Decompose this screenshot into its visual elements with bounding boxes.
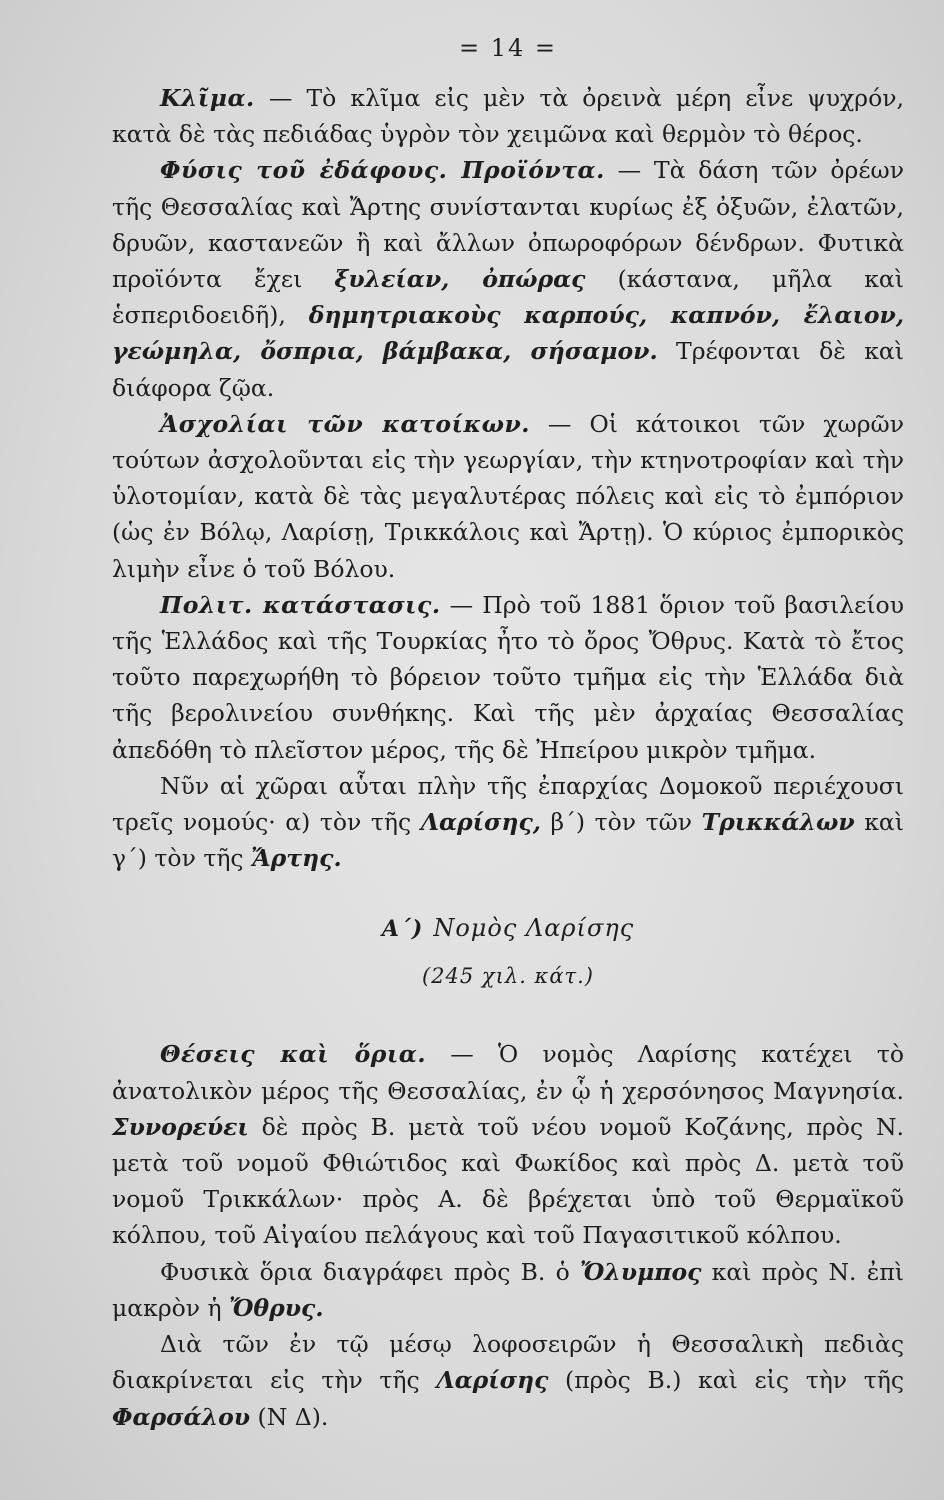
paragraph-klima	[112, 80, 904, 152]
emphasis-larisis: Λαρίσης,	[420, 808, 541, 837]
text-theseis-1: Ὁ νομὸς Λαρίσης κατέχει τὸ ἀνατολικὸν μέρος τῆς Θεσσαλίας, ἐν ᾧ ἡ χερσόνησος Μαγνησία.	[112, 1040, 904, 1105]
dash: —	[254, 84, 307, 112]
text-oria-1: Φυσικὰ ὅρια διαγράφει πρὸς Β. ὁ	[160, 1257, 580, 1286]
text-nomoi-1: Νῦν αἱ χῶραι αὗται πλὴν τῆς ἐπαρχίας Δομοκοῦ περιέχουσι τρεῖς νομούς· α) τὸν τῆς	[112, 771, 904, 837]
paragraph-fysis	[112, 152, 904, 405]
text-lofoseira-2: (πρὸς Β.) καὶ εἰς τὴν τῆς	[548, 1366, 904, 1395]
paragraph-theseis	[112, 1036, 904, 1253]
text-fysis-1: Τὰ δάση τῶν ὀρέων τῆς Θεσσαλίας καὶ Ἄρτης συνίστανται κυρίως ἐξ ὀξυῶν, ἐλατῶν, δρυῶν, καστανεῶν ἢ καὶ ἄλλων ὀπωροφόρων δένδρων. Φυτικὰ προϊόντα ἔχει	[112, 156, 904, 294]
heading-theseis: Θέσεις καὶ ὅρια.	[160, 1040, 427, 1069]
heading-fysis: Φύσις τοῦ ἐδάφους. Προϊόντα.	[160, 156, 605, 185]
text-lofoseira-3: (Ν Δ).	[250, 1402, 329, 1431]
emphasis-farsalou: Φαρσάλου	[112, 1402, 251, 1431]
text-polit: Πρὸ τοῦ 1881 ὅριον τοῦ βασιλείου τῆς Ἑλλάδος καὶ τῆς Τουρκίας ἦτο τὸ ὄρος Ὄθρυς. Κατὰ τὸ ἔτος τοῦτο παρεχωρήθη τὸ βόρειον τοῦτο τμῆμα εἰς τὴν Ἑλλάδα διὰ τῆς βερολινείου συνθήκης. Καὶ τῆς μὲν ἀρχαίας Θεσσαλίας ἀπεδόθη τὸ πλεῖστον μέρος, τῆς δὲ Ἠπείρου μικρὸν τμῆμα.	[112, 590, 904, 764]
dash: —	[604, 156, 654, 185]
paragraph-polit	[112, 587, 904, 768]
emphasis-othrys: Ὄθρυς.	[229, 1293, 324, 1322]
text-klima: Τὸ κλῖμα εἰς μὲν τὰ ὀρεινὰ μέρη εἶνε ψυχρόν, κατὰ δὲ τὰς πεδιάδας ὑγρὸν τὸν χειμῶνα καὶ θερμὸν τὸ θέρος.	[112, 84, 904, 149]
emphasis-products-1: ξυλείαν, ὀπώρας	[334, 265, 586, 294]
dash: —	[440, 590, 483, 619]
section-title	[112, 914, 904, 942]
heading-klima: Κλῖμα.	[160, 84, 255, 112]
section-title-text: Νομὸς Λαρίσης	[433, 914, 635, 943]
paragraph-ascholiai	[112, 406, 904, 587]
text-theseis-2: δὲ πρὸς Β. μετὰ τοῦ νέου νομοῦ Κοζάνης, πρὸς Ν. μετὰ τοῦ νομοῦ Φθιώτιδος καὶ Φωκίδος καὶ πρὸς Δ. μετὰ τοῦ νομοῦ Τρικκάλων· πρὸς Α. δὲ βρέχεται ὑπὸ τοῦ Θερμαϊκοῦ κόλπου, τοῦ Αἰγαίου πελάγους καὶ τοῦ Παγασιτικοῦ κόλπου.	[112, 1112, 904, 1250]
emphasis-trikkalon: Τρικκάλων	[701, 808, 855, 837]
paragraph-lofoseira	[112, 1326, 904, 1435]
emphasis-synoreuei: Συνορεύει	[112, 1112, 249, 1141]
heading-polit: Πολιτ. κατάστασις.	[160, 590, 441, 619]
page-number: = 14 =	[458, 34, 557, 62]
text-lofoseira-1: Διὰ τῶν ἐν τῷ μέσῳ λοφοσειρῶν ἡ Θεσσαλικὴ πεδιὰς διακρίνεται εἰς τὴν τῆς	[112, 1330, 904, 1395]
section-number: Α΄)	[381, 916, 424, 943]
emphasis-larisis-2: Λαρίσης	[436, 1366, 549, 1395]
paragraph-fysika-oria	[112, 1254, 904, 1326]
dash: —	[529, 409, 590, 438]
text-oria-2: καὶ πρὸς Ν. ἐπὶ μακρὸν ἡ	[112, 1257, 904, 1322]
section-title-block	[112, 914, 904, 988]
section-area: (245 χιλ. κάτ.)	[421, 964, 594, 989]
text-nomoi-3: καὶ γ΄) τὸν τῆς	[112, 808, 904, 873]
heading-ascholiai: Ἀσχολίαι τῶν κατοίκων.	[160, 409, 530, 438]
text-ascholiai: Οἱ κάτοικοι τῶν χωρῶν τούτων ἀσχολοῦνται εἰς τὴν γεωργίαν, τὴν κτηνοτροφίαν καὶ τὴν ὑλοτομίαν, κατὰ δὲ τὰς μεγαλυτέρας πόλεις καὶ εἰς τὸ ἐμπόριον (ὡς ἐν Βόλῳ, Λαρίσῃ, Τρικκάλοις καὶ Ἄρτῃ). Ὁ κύριος ἐμπορικὸς λιμὴν εἶνε ὁ τοῦ Βόλου.	[112, 409, 904, 583]
emphasis-artis: Ἄρτης.	[251, 844, 342, 873]
paragraph-nomoi	[112, 768, 904, 877]
emphasis-products-2: δημητριακοὺς καρπούς, καπνόν, ἔλαιον, γεώμηλα, ὄσπρια, βάμβακα, σήσαμον.	[112, 301, 904, 366]
text-fysis-2: (κάστανα, μῆλα καὶ ἑσπεριδοειδῆ),	[112, 265, 904, 330]
text-fysis-3: Τρέφονται δὲ καὶ διάφορα ζῷα.	[112, 337, 904, 402]
dash: —	[426, 1040, 499, 1069]
emphasis-olympos: Ὄλυμπος	[579, 1257, 702, 1286]
text-nomoi-2: β΄) τὸν τῶν	[540, 808, 702, 837]
